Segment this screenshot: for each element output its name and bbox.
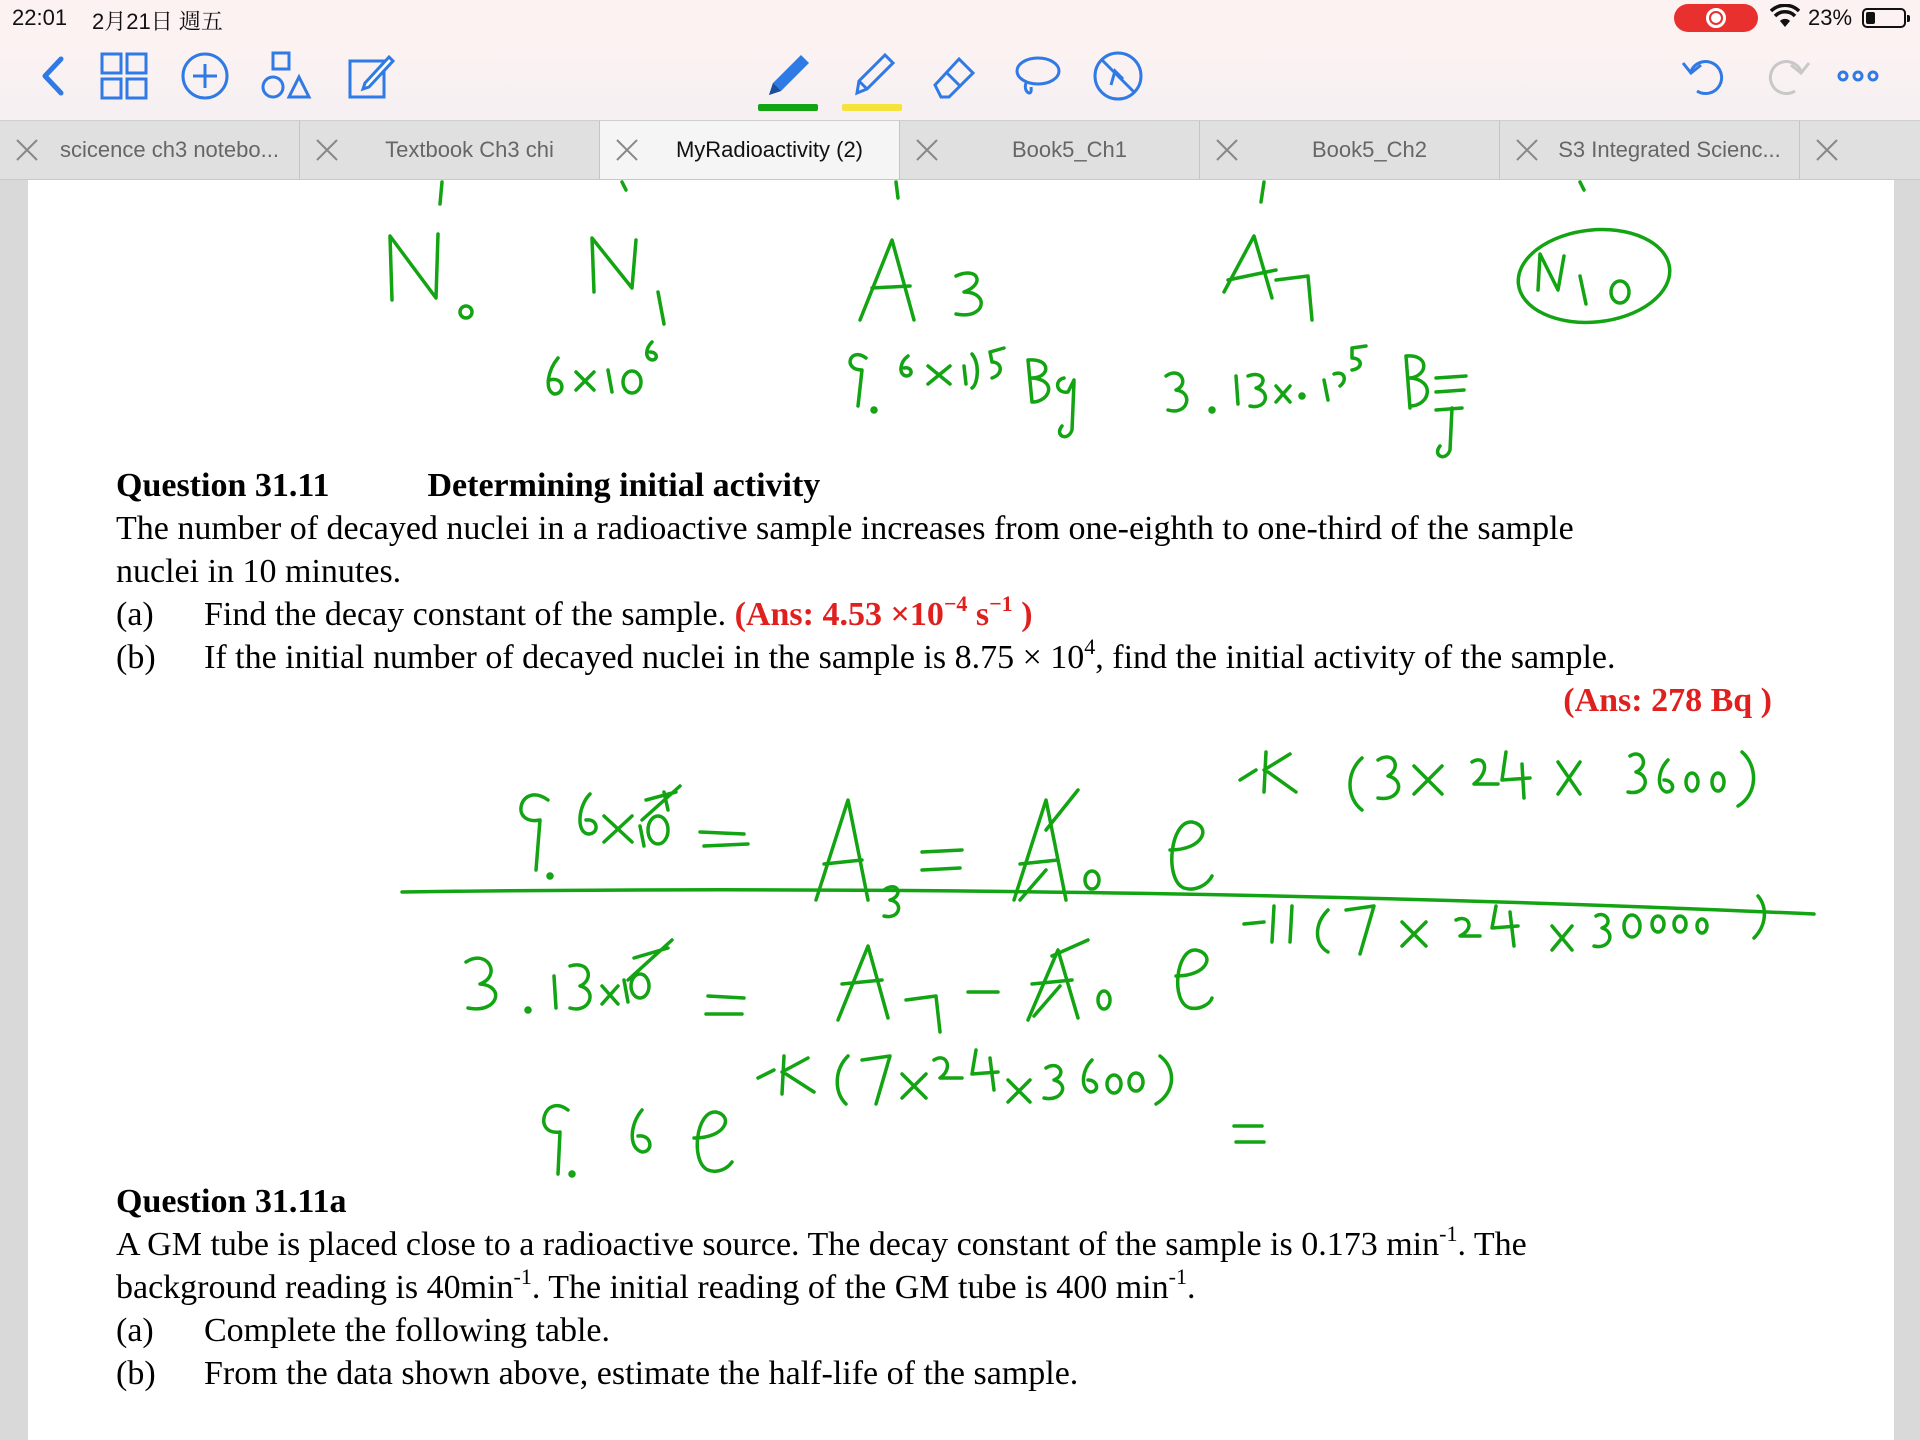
question-text-line: background reading is $40\min^{-1}$. The initial reading of the GM tube is 400 $\min^{-1}$. bbox=[116, 1264, 1196, 1306]
part-label: (b) bbox=[116, 1355, 156, 1392]
tab-label: Book5_Ch2 bbox=[1312, 137, 1427, 162]
tab-book5-ch1[interactable] bbox=[900, 121, 1200, 179]
part-a bbox=[116, 593, 1816, 636]
ink-label-n10 bbox=[1514, 222, 1675, 329]
tab-book5-ch2[interactable] bbox=[1200, 121, 1500, 179]
part-a bbox=[116, 1309, 1856, 1352]
tab-science-ch3-notebook[interactable] bbox=[0, 121, 300, 179]
close-icon[interactable] bbox=[1514, 137, 1540, 163]
close-icon[interactable] bbox=[614, 137, 640, 163]
highlighter-icon[interactable] bbox=[842, 46, 902, 106]
add-icon[interactable] bbox=[175, 46, 235, 106]
grid-icon[interactable] bbox=[94, 46, 154, 106]
ink-value-6x10-6 bbox=[548, 342, 656, 394]
battery-percent: 23% bbox=[1808, 5, 1853, 30]
lasso-icon[interactable] bbox=[1008, 46, 1068, 106]
shapes-icon[interactable] bbox=[256, 46, 316, 106]
highlighter-color-indicator bbox=[842, 104, 902, 111]
screen-recording-icon[interactable] bbox=[1674, 4, 1758, 32]
ink-label-a7 bbox=[1224, 236, 1312, 320]
pen-icon[interactable] bbox=[758, 46, 818, 106]
status-time: 22:01 bbox=[12, 5, 68, 30]
battery-icon bbox=[1862, 8, 1906, 28]
ink-equation-line3 bbox=[544, 1050, 1264, 1176]
question-text-line: nuclei in 10 minutes. bbox=[116, 553, 402, 590]
part-label: (b) bbox=[116, 639, 156, 676]
question-text-line: The number of decayed nuclei in a radioactive sample increases from one-eighth to one-third of the sample bbox=[116, 510, 1574, 547]
question-number: Question 31.11a bbox=[116, 1183, 347, 1220]
toolbar bbox=[0, 36, 1920, 120]
ink-label-a3 bbox=[860, 240, 981, 320]
ink-value-3-13x10-5-bq bbox=[1166, 346, 1466, 457]
part-text: If the initial number of decayed nuclei in the sample is $8.75 \times 10^4$, find the initial activity of the sample. bbox=[204, 634, 1616, 676]
no-touch-icon[interactable] bbox=[1088, 46, 1148, 106]
ink-value-9-6x10-5-bq bbox=[850, 348, 1074, 437]
eraser-icon[interactable] bbox=[924, 46, 984, 106]
close-icon[interactable] bbox=[14, 137, 40, 163]
more-icon[interactable] bbox=[1828, 46, 1888, 106]
ink-fraction-bar bbox=[402, 890, 1814, 914]
part-text: Find the decay constant of the sample. bbox=[204, 596, 727, 633]
tab-myradioactivity[interactable] bbox=[600, 121, 900, 179]
answer-a: (Ans: $4.53 \times 10^{-4}$ $s^{-1}$ ) bbox=[734, 591, 1033, 633]
tab-label: MyRadioactivity (2) bbox=[675, 137, 864, 162]
tab-label: scicence ch3 notebo... bbox=[60, 137, 279, 162]
tab-label: S3 Integrated Scienc... bbox=[1558, 137, 1781, 162]
part-label: (a) bbox=[116, 596, 154, 633]
tab-bar bbox=[0, 120, 1920, 180]
back-icon[interactable] bbox=[24, 46, 84, 106]
close-icon[interactable] bbox=[314, 137, 340, 163]
document-page[interactable] bbox=[28, 180, 1894, 1440]
question-31-11 bbox=[116, 464, 1816, 722]
status-bar bbox=[0, 0, 1920, 36]
part-b bbox=[116, 636, 1816, 679]
part-b bbox=[116, 1352, 1856, 1395]
part-text: From the data shown above, estimate the half-life of the sample. bbox=[204, 1355, 1079, 1392]
undo-icon[interactable] bbox=[1674, 46, 1734, 106]
close-icon[interactable] bbox=[914, 137, 940, 163]
question-number: Question 31.11 bbox=[116, 467, 330, 504]
ink-equation-line2 bbox=[466, 896, 1764, 1032]
part-text: Complete the following table. bbox=[204, 1312, 611, 1349]
answer-b: (Ans: 278 Bq ) bbox=[1563, 682, 1772, 719]
pen-color-indicator bbox=[758, 104, 818, 111]
redo-icon[interactable] bbox=[1758, 46, 1818, 106]
status-date: 2月21日 週五 bbox=[92, 9, 223, 34]
close-icon[interactable] bbox=[1214, 137, 1240, 163]
tab-label: Textbook Ch3 chi bbox=[385, 137, 554, 162]
ink-label-n1 bbox=[592, 238, 664, 324]
edit-icon[interactable] bbox=[340, 46, 400, 106]
tab-label: Book5_Ch1 bbox=[1012, 137, 1127, 162]
tab-s3-integrated-science[interactable] bbox=[1500, 121, 1800, 179]
ink-label-n0 bbox=[390, 234, 472, 318]
close-icon[interactable] bbox=[1814, 137, 1840, 163]
wifi-icon bbox=[1770, 4, 1800, 30]
tab-textbook-ch3[interactable] bbox=[300, 121, 600, 179]
question-title: Determining initial activity bbox=[427, 467, 821, 504]
question-text-line: A GM tube is placed close to a radioactive source. The decay constant of the sample is 0.173 $\min^{-1}$. The bbox=[116, 1221, 1527, 1263]
question-31-11a bbox=[116, 1180, 1856, 1395]
part-label: (a) bbox=[116, 1312, 154, 1349]
question-heading bbox=[116, 464, 1816, 507]
